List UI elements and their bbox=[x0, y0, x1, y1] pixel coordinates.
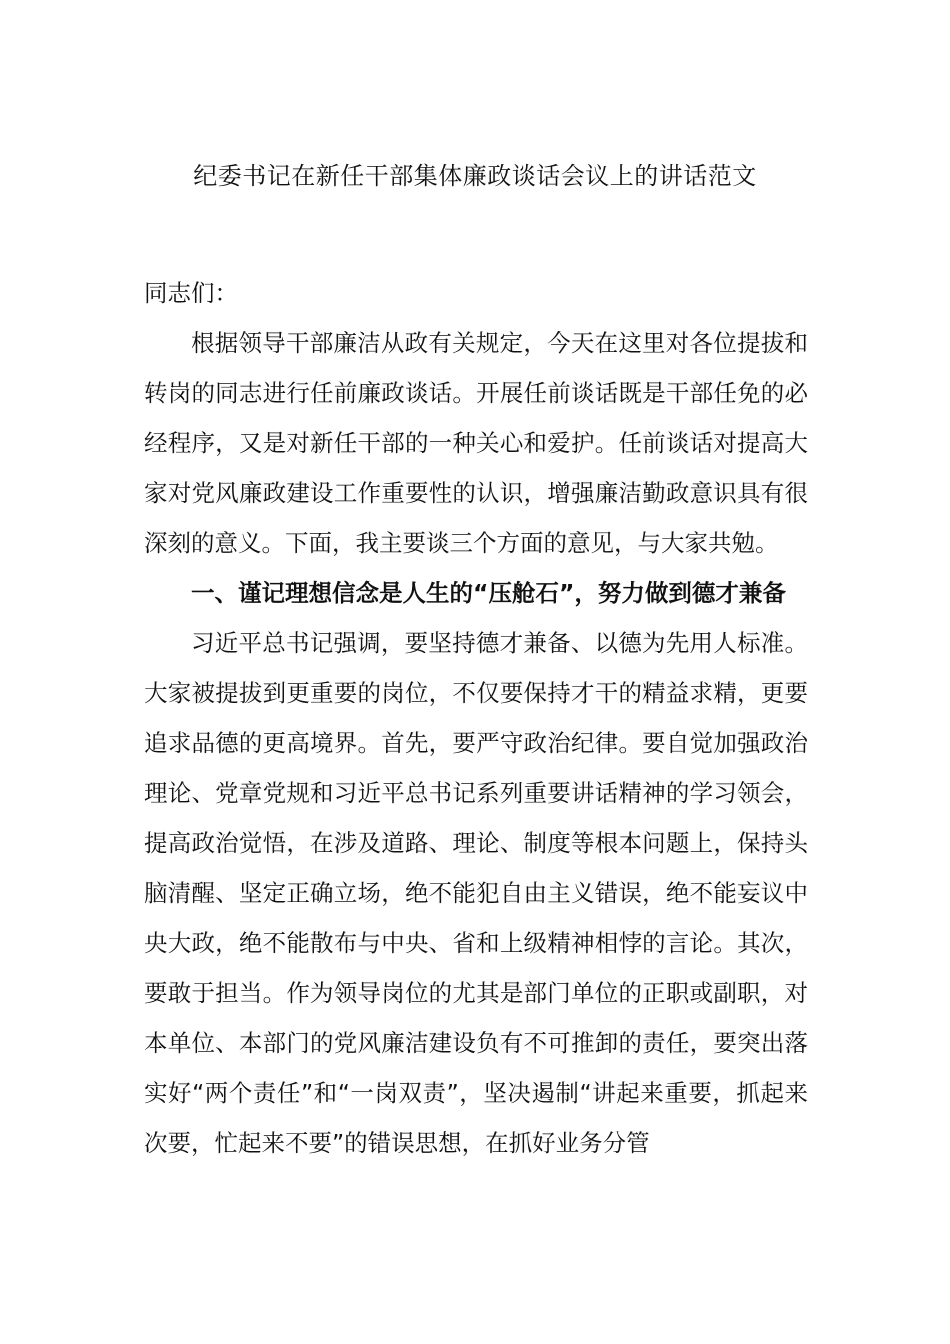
intro-paragraph: 根据领导干部廉洁从政有关规定，今天在这里对各位提拔和转岗的同志进行任前廉政谈话。开展任前谈话既是干部任免的必经程序，又是对新任干部的一种关心和爱护。任前谈话对提高大家对党风廉政建设工作重要性的认识，增强廉洁勤政意识具有很深刻的意义。下面，我主要谈三个方面的意见，与大家共勉。 bbox=[144, 329, 808, 557]
section-heading: 一、谨记理想信念是人生的“压舱石”，努力做到德才兼备 bbox=[191, 579, 786, 607]
document-body bbox=[144, 268, 808, 1168]
salutation: 同志们： bbox=[144, 279, 238, 307]
document-title: 纪委书记在新任干部集体廉政谈话会议上的讲话范文 bbox=[193, 162, 757, 190]
section-paragraph: 习近平总书记强调，要坚持德才兼备、以德为先用人标准。大家被提拔到更重要的岗位，不仅要保持才干的精益求精，更要追求品德的更高境界。首先，要严守政治纪律。要自觉加强政治理论、党章党规和习近平总书记系列重要讲话精神的学习领会，提高政治觉悟，在涉及道路、理论、制度等根本问题上，保持头脑清醒、坚定正确立场，绝不能犯自由主义错误，绝不能妄议中央大政，绝不能散布与中央、省和上级精神相悖的言论。其次，要敢于担当。作为领导岗位的尤其是部门单位的正职或副职，对本单位、本部门的党风廉洁建设负有不可推卸的责任，要突出落实好“两个责任”和“一岗双责”，坚决遏制“讲起来重要，抓起来次要，忙起来不要”的错误思想，在抓好业务分管 bbox=[144, 629, 808, 1157]
